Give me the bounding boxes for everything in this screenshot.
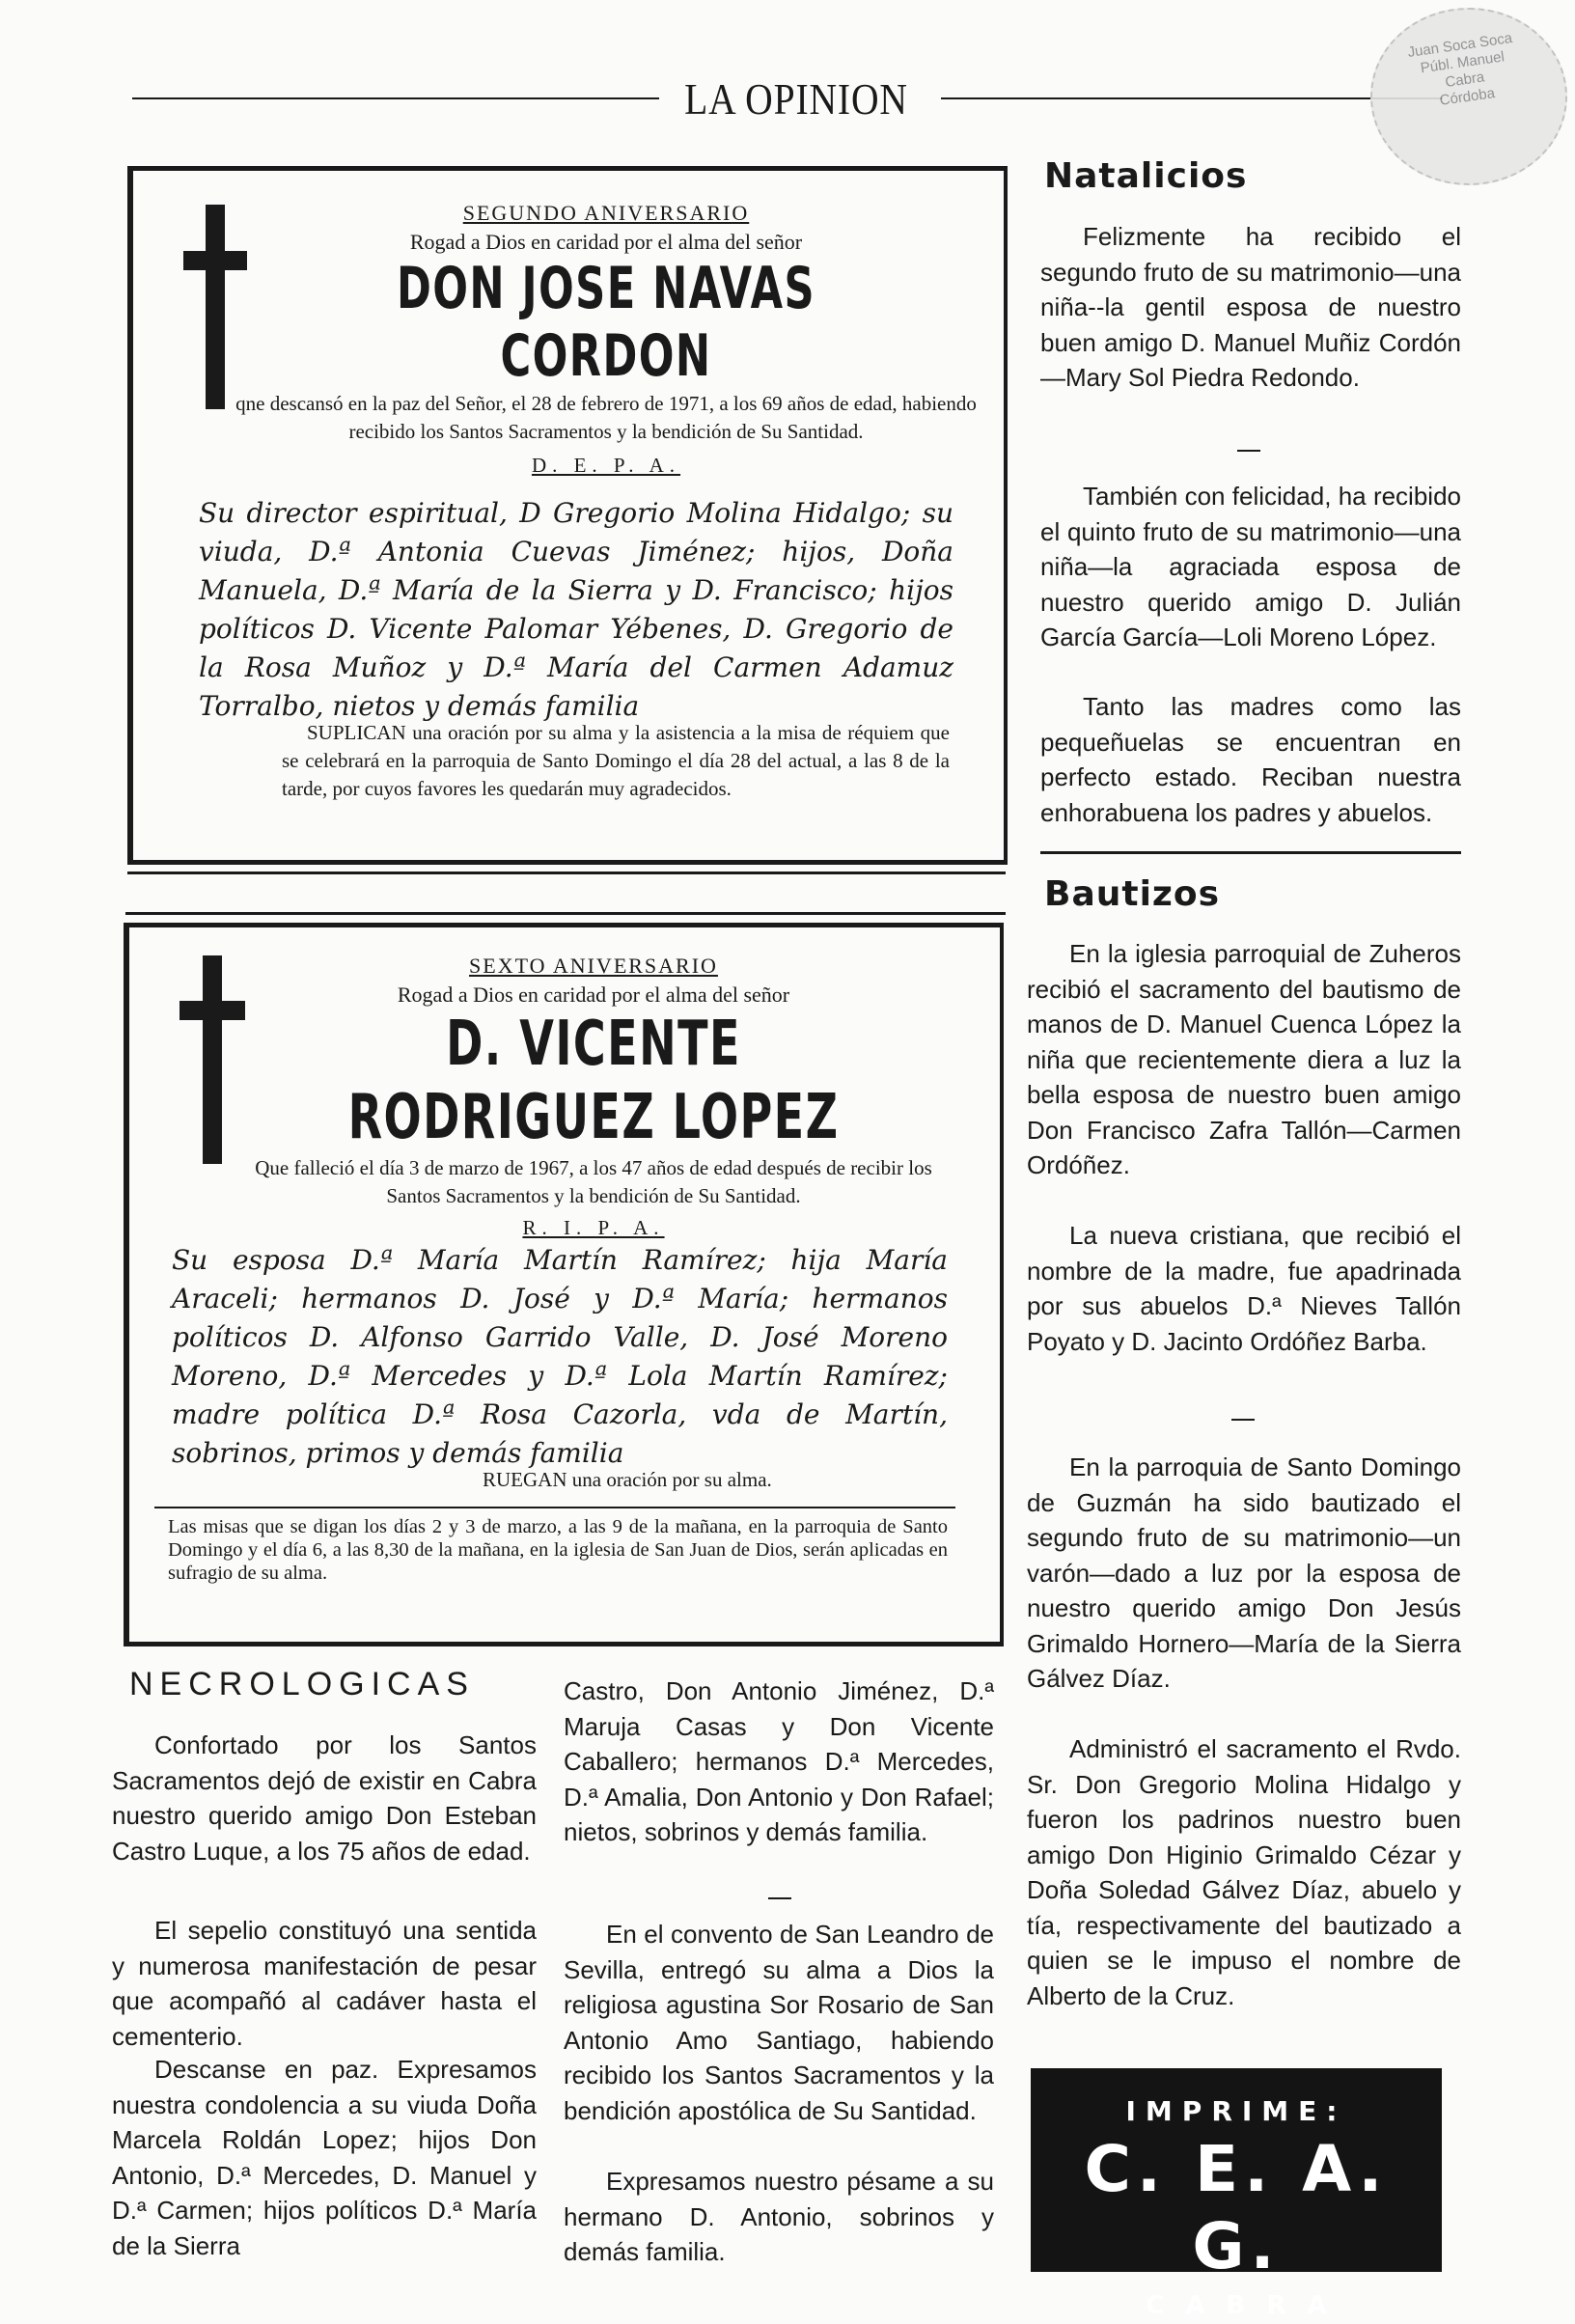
printer-box — [1031, 2068, 1442, 2320]
obituary-header-rodriguez — [241, 954, 946, 1240]
necrologicas-paragraph-1: Confortado por los Santos Sacramentos dejó de existir en Cabra nuestro querido amigo Don Esteban Castro Luque, a los 75 años de edad. — [112, 1730, 537, 1866]
masthead-rule-right — [941, 97, 1443, 99]
printer-city: CABRA — [1146, 2291, 1348, 2320]
natalicios-paragraph-1: Felizmente ha recibido el segundo fruto de su matrimonio—una niña--la gentil esposa de nuestro buen amigo D. Manuel Muñiz Cordón—Mary Sol Piedra Redondo. — [1040, 222, 1461, 392]
necrologicas-paragraph-3: Descanse en paz. Expresamos nuestra condolencia a su viuda Doña Marcela Roldán Lopez; hijos Don Antonio, D.ª Mercedes, D. Manuel y D.ª Carmen; hijos políticos D.ª María de la Sierra — [112, 2055, 537, 2260]
mass-request: SUPLICAN una oración por su alma y la asistencia a la misa de réquiem que se celebrará en la parroquia de Santo Domingo el día 28 del actual, a las 8 de la tarde, por cuyos favores les quedarán muy agradecidos. — [282, 721, 950, 800]
natalicios-paragraph-2: También con felicidad, ha recibido el quinto fruto de su matrimonio—una niña—la agraciada esposa de nuestro querido amigo D. Julián García García—Loli Moreno López. — [1040, 482, 1461, 651]
section-title-natalicios: Natalicios — [1044, 156, 1248, 196]
stamp-text: Juan Soca Soca Públ. Manuel Cabra Córdoba — [1406, 29, 1514, 109]
anniversary-label: SEXTO ANIVERSARIO — [469, 954, 718, 978]
separator-dash — [1237, 450, 1260, 452]
family-list: Su director espiritual, D Gregorio Molina Hidalgo; su viuda, D.ª Antonia Cuevas Jiménez; hijos, Doña Manuela, D.ª María de la Sierra y D. Francisco; hijos políticos D. Vicente Palomar Yébenes, D. Gregorio de la Rosa Muñoz y D.ª María del Carmen Adamuz Torralbo, nietos y demás familia — [199, 497, 953, 722]
bautizos-paragraph-1: En la iglesia parroquial de Zuheros recibió el sacramento del bautismo de manos de D. Manuel Cuenca López la niña que recientemente diera a luz la bella esposa de nuestro buen amigo Don Francisco Zafra Tallón—Carmen Ordóñez. — [1027, 939, 1461, 1179]
cross-icon — [203, 955, 222, 1164]
family-list: Su esposa D.ª María Martín Ramírez; hija María Araceli; hermanos D. José y D.ª María; hermanos políticos D. Alfonso Garrido Valle, D. José Moreno Moreno, D.ª Mercedes y D.ª Lola Martín Ramírez; madre política D.ª Rosa Cazorla, vda de Martín, sobrinos, primos y demás familia — [172, 1244, 948, 1469]
epitaph: D. E. P. A. — [531, 454, 681, 477]
masses-divider — [154, 1507, 955, 1508]
library-stamp — [1370, 8, 1567, 185]
deceased-name: DON JOSE NAVAS CORDON — [396, 255, 816, 390]
bautizos-paragraph-3: En la parroquia de Santo Domingo de Guzmán ha sido bautizado el segundo fruto de su matrimonio—un varón—dado a luz por la esposa de nuestro querido amigo Don Jesús Grimaldo Hornero—María de la Sierra Gálvez Díaz. — [1027, 1452, 1461, 1693]
necrologicas-paragraph-5: En el convento de San Leandro de Sevilla, entregó su alma a Dios la religiosa agustina Sor Rosario de San Antonio Amo Santiago, habiendo recibido los Santos Sacramentos y la bendición apostólica de Su Santidad. — [564, 1920, 994, 2125]
natalicios-paragraph-3: Tanto las madres como las pequeñuelas se encuentran en perfecto estado. Reciban nuestra enhorabuena los padres y abuelos. — [1040, 692, 1461, 827]
obituary-box-rodriguez-topline — [125, 912, 1006, 915]
obituary-box-navas-underline — [127, 872, 1006, 874]
bautizos-paragraph-4: Administró el sacramento el Rvdo. Sr. Don Gregorio Molina Hidalgo y fueron los padrinos nuestro buen amigo Don Higinio Grimaldo Cézar y Doña Soledad Gálvez Díaz, abuelo y tía, respectivamente del bautizado a quien se le impuso el nombre de Alberto de la Cruz. — [1027, 1734, 1461, 2010]
deceased-name: D. VICENTE RODRIGUEZ LOPEZ — [347, 1009, 840, 1153]
mass-request: RUEGAN una oración por su alma. — [483, 1468, 772, 1491]
bautizos-paragraph-2: La nueva cristiana, que recibió el nombre de la madre, fue apadrinada por sus abuelos D.ª Nieves Tallón Poyato y D. Jacinto Ordóñez Barba. — [1027, 1221, 1461, 1356]
section-title-necrologicas: NECROLOGICAS — [129, 1666, 475, 1702]
separator-dash — [1231, 1419, 1255, 1421]
printer-label: IMPRIME: — [1125, 2095, 1347, 2127]
section-title-bautizos: Bautizos — [1044, 874, 1221, 914]
separator-dash — [768, 1897, 791, 1899]
prayer-line: Rogad a Dios en caridad por el alma del señor — [397, 982, 790, 1007]
death-notice: Que falleció el día 3 de marzo de 1967, a los 47 años de edad después de recibir los Santos Sacramentos y la bendición de Su Santidad. — [255, 1156, 932, 1207]
masthead-title: LA OPINION — [684, 74, 908, 124]
death-notice: qne descansó en la paz del Señor, el 28 de febrero de 1971, a los 69 años de edad, habiendo recibido los Santos Sacramentos y la bendición de Su Santidad. — [235, 392, 977, 443]
epitaph: R. I. P. A. — [522, 1216, 665, 1239]
necrologicas-paragraph-6: Expresamos nuestro pésame a su hermano D. Antonio, sobrinos y demás familia. — [564, 2167, 994, 2266]
printer-name: C. E. A. G. — [1084, 2132, 1389, 2283]
prayer-line: Rogad a Dios en caridad por el alma del señor — [409, 230, 803, 254]
necrologicas-paragraph-4: Castro, Don Antonio Jiménez, D.ª Maruja Casas y Don Vicente Caballero; hermanos D.ª Mercedes, D.ª Amalia, Don Antonio y Don Rafael; nietos, sobrinos y demás familia. — [564, 1676, 994, 1846]
masthead-rule-left — [132, 97, 659, 99]
necrologicas-paragraph-2: El sepelio constituyó una sentida y numerosa manifestación de pesar que acompañó al cadáver hasta el cementerio. — [112, 1916, 537, 2051]
cross-icon-arm — [180, 1001, 245, 1020]
masses-note: Las misas que se digan los días 2 y 3 de marzo, a las 9 de la mañana, en la parroquia de Santo Domingo y el día 6, a las 8,30 de la mañana, en la iglesia de San Juan de Dios, serán aplicadas en sufragio de su alma. — [168, 1516, 948, 1584]
obituary-header-navas — [222, 201, 990, 478]
section-divider — [1040, 851, 1461, 854]
anniversary-label: SEGUNDO ANIVERSARIO — [462, 201, 750, 225]
